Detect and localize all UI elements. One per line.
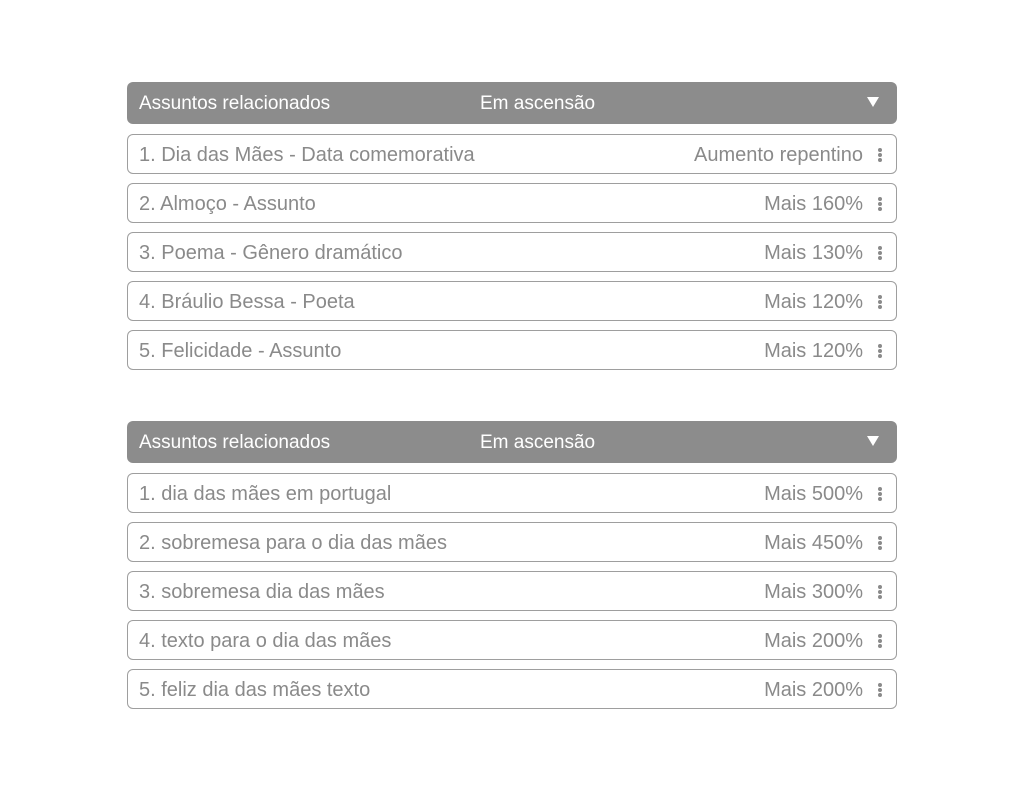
list-item[interactable]	[127, 669, 897, 709]
more-vertical-icon[interactable]	[878, 634, 882, 648]
query-label[interactable]: 1. dia das mães em portugal	[139, 483, 392, 505]
filter-dropdown[interactable]: Em ascensão	[480, 432, 596, 453]
topic-value: Mais 120%	[764, 340, 863, 362]
more-vertical-icon[interactable]	[878, 536, 882, 550]
more-vertical-icon[interactable]	[878, 295, 882, 309]
query-label[interactable]: 2. sobremesa para o dia das mães	[139, 532, 447, 554]
topic-label[interactable]: 4. Bráulio Bessa - Poeta	[139, 291, 355, 313]
topic-value: Mais 120%	[764, 291, 863, 313]
query-value: Mais 200%	[764, 679, 863, 701]
topic-value: Mais 160%	[764, 193, 863, 215]
caret-down-icon[interactable]	[867, 436, 879, 446]
list-item[interactable]	[127, 571, 897, 611]
more-vertical-icon[interactable]	[878, 246, 882, 260]
list-item[interactable]	[127, 232, 897, 272]
query-label[interactable]: 4. texto para o dia das mães	[139, 630, 392, 652]
list-item[interactable]	[127, 522, 897, 562]
more-vertical-icon[interactable]	[878, 683, 882, 697]
topics-list	[127, 134, 897, 370]
topic-label[interactable]: 3. Poema - Gênero dramático	[139, 242, 403, 264]
related-queries-panel	[127, 421, 897, 718]
topic-label[interactable]: 1. Dia das Mães - Data comemorativa	[139, 144, 475, 166]
panel-title: Assuntos relacionados	[139, 432, 331, 453]
list-item[interactable]	[127, 134, 897, 174]
list-item[interactable]	[127, 330, 897, 370]
topic-label[interactable]: 5. Felicidade - Assunto	[139, 340, 342, 362]
more-vertical-icon[interactable]	[878, 148, 882, 162]
query-value: Mais 300%	[764, 581, 863, 603]
more-vertical-icon[interactable]	[878, 197, 882, 211]
list-item[interactable]	[127, 473, 897, 513]
panel-header[interactable]	[127, 82, 897, 124]
panel-header[interactable]	[127, 421, 897, 463]
query-value: Mais 200%	[764, 630, 863, 652]
list-item[interactable]	[127, 183, 897, 223]
topic-label[interactable]: 2. Almoço - Assunto	[139, 193, 316, 215]
query-label[interactable]: 3. sobremesa dia das mães	[139, 581, 385, 603]
topic-value: Mais 130%	[764, 242, 863, 264]
list-item[interactable]	[127, 620, 897, 660]
more-vertical-icon[interactable]	[878, 487, 882, 501]
more-vertical-icon[interactable]	[878, 344, 882, 358]
queries-list	[127, 473, 897, 709]
filter-dropdown[interactable]: Em ascensão	[480, 93, 596, 114]
more-vertical-icon[interactable]	[878, 585, 882, 599]
related-topics-panel	[127, 82, 897, 379]
query-value: Mais 500%	[764, 483, 863, 505]
topic-value: Aumento repentino	[693, 144, 863, 166]
query-label[interactable]: 5. feliz dia das mães texto	[139, 679, 371, 701]
caret-down-icon[interactable]	[867, 97, 879, 107]
query-value: Mais 450%	[764, 532, 863, 554]
panel-title: Assuntos relacionados	[139, 93, 331, 114]
list-item[interactable]	[127, 281, 897, 321]
